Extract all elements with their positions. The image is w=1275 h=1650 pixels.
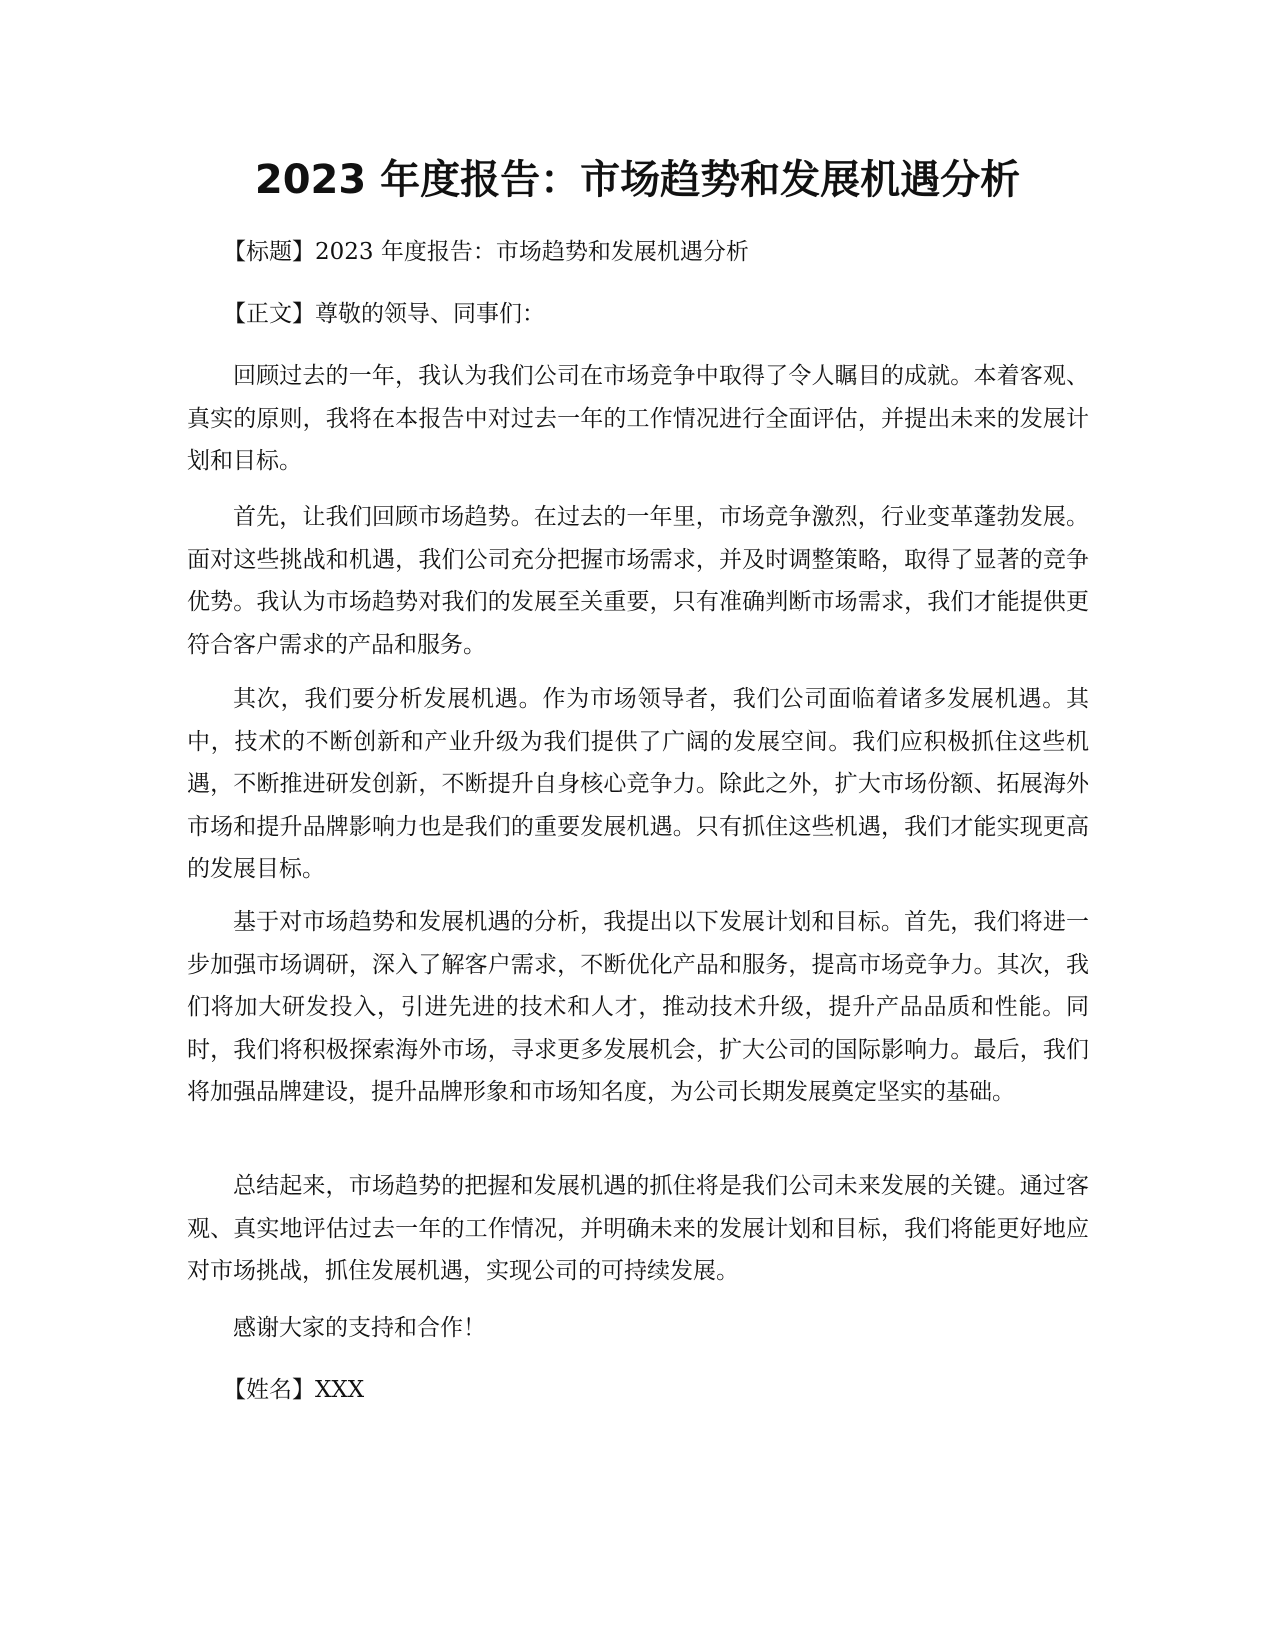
paragraph-plans-goals: 基于对市场趋势和发展机遇的分析，我提出以下发展计划和目标。首先，我们将进一步加强市场调研，深入了解客户需求，不断优化产品和服务，提高市场竞争力。其次，我们将加大研发投入，引进先进的技术和人才，推动技术升级，提升产品品质和性能。同时，我们将积极探索海外市场，寻求更多发展机会，扩大公司的国际影响力。最后，我们将加强品牌建设，提升品牌形象和市场知名度，为公司长期发展奠定坚实的基础。 — [187, 909, 1089, 1105]
paragraph-review: 回顾过去的一年，我认为我们公司在市场竞争中取得了令人瞩目的成就。本着客观、真实的原则，我将在本报告中对过去一年的工作情况进行全面评估，并提出未来的发展计划和目标。 — [187, 363, 1089, 474]
salutation-line: 【正文】尊敬的领导、同事们： — [223, 301, 545, 327]
signature-line: 【姓名】XXX — [223, 1377, 365, 1403]
heading-field-line: 【标题】2023 年度报告：市场趋势和发展机遇分析 — [223, 239, 749, 265]
document-title: 2023 年度报告：市场趋势和发展机遇分析 — [254, 157, 1021, 203]
paragraph-opportunities: 其次，我们要分析发展机遇。作为市场领导者，我们公司面临着诸多发展机遇。其中，技术的不断创新和产业升级为我们提供了广阔的发展空间。我们应积极抓住这些机遇，不断推进研发创新，不断提升自身核心竞争力。除此之外，扩大市场份额、拓展海外市场和提升品牌影响力也是我们的重要发展机遇。只有抓住这些机遇，我们才能实现更高的发展目标。 — [187, 686, 1089, 882]
paragraph-summary: 总结起来，市场趋势的把握和发展机遇的抓住将是我们公司未来发展的关键。通过客观、真实地评估过去一年的工作情况，并明确未来的发展计划和目标，我们将能更好地应对市场挑战，抓住发展机遇，实现公司的可持续发展。 — [187, 1173, 1089, 1284]
paragraph-market-trends: 首先，让我们回顾市场趋势。在过去的一年里，市场竞争激烈，行业变革蓬勃发展。面对这些挑战和机遇，我们公司充分把握市场需求，并及时调整策略，取得了显著的竞争优势。我认为市场趋势对我们的发展至关重要，只有准确判断市场需求，我们才能提供更符合客户需求的产品和服务。 — [187, 504, 1089, 658]
paragraph-thanks: 感谢大家的支持和合作！ — [233, 1315, 486, 1341]
